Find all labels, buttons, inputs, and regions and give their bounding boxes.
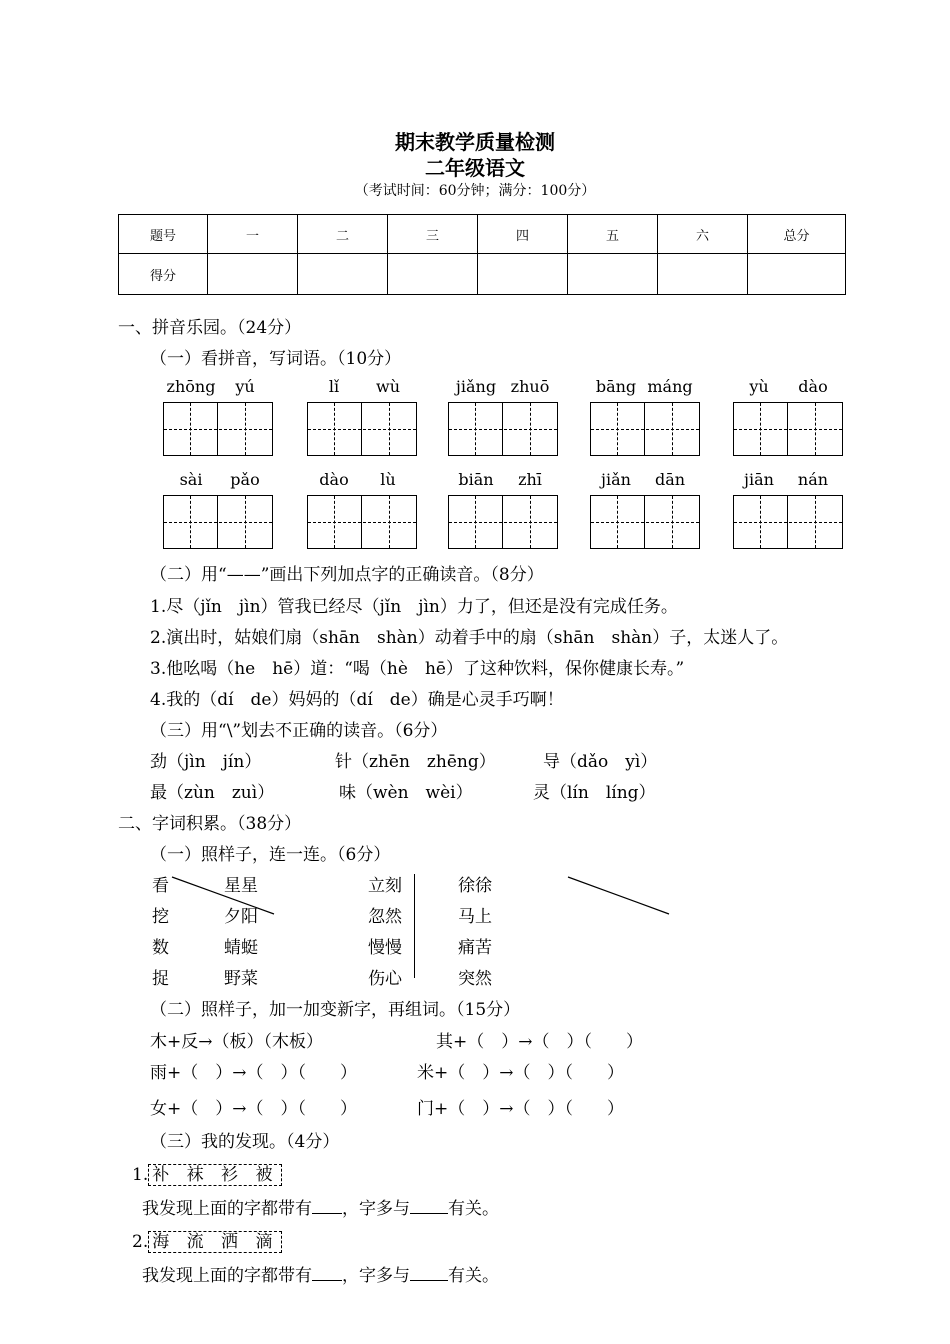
part3-heading: （三）用“\”划去不正确的读音。（6分） xyxy=(150,721,448,741)
discovery-sentence-1 xyxy=(142,1194,499,1219)
pinyin-label: lǐ xyxy=(328,377,340,396)
answer-blank[interactable] xyxy=(410,1280,448,1281)
match-word[interactable]: 突然 xyxy=(458,969,492,989)
sentence-part: ，字多与 xyxy=(342,1266,410,1286)
exam-title: 期末教学质量检测 xyxy=(395,130,555,154)
match-word[interactable]: 忽然 xyxy=(368,907,402,927)
pinyin-label: máng xyxy=(647,377,693,396)
discovery-item-1 xyxy=(132,1160,282,1185)
pronunciation-item: 针（zhēn zhēng） xyxy=(335,752,496,772)
question-line: 3.他吆喝（he hē）道：“喝（hè hē）了这种饮料，保你健康长寿。” xyxy=(150,659,685,679)
pronunciation-item: 最（zùn zuì） xyxy=(150,783,275,803)
part1-heading: （一）看拼音，写词语。（10分） xyxy=(150,349,402,369)
score-header-cell: 三 xyxy=(388,215,478,254)
match-word[interactable]: 夕阳 xyxy=(224,907,258,927)
pinyin-label: sài xyxy=(179,470,203,489)
pinyin-label: nán xyxy=(797,470,829,489)
pinyin-label: lù xyxy=(380,470,396,489)
score-header-cell: 一 xyxy=(208,215,298,254)
match-word[interactable]: 徐徐 xyxy=(458,876,492,896)
score-header-cell: 题号 xyxy=(119,215,208,254)
pinyin-label: jiān xyxy=(744,470,774,489)
score-header-cell: 总分 xyxy=(748,215,846,254)
pinyin-label: yù xyxy=(749,377,769,396)
section2-heading: 二、字词积累。（38分） xyxy=(118,814,302,834)
pinyin-label: bāng xyxy=(595,377,637,396)
char-group-box: 补 袜 衫 被 xyxy=(148,1164,282,1186)
match-word[interactable]: 蜻蜓 xyxy=(224,938,258,958)
pinyin-label: dān xyxy=(654,470,686,489)
discovery-item-2 xyxy=(132,1227,282,1252)
score-header-cell: 四 xyxy=(478,215,568,254)
pinyin-label: dào xyxy=(319,470,349,489)
sentence-part: 有关。 xyxy=(448,1266,499,1286)
pronunciation-item: 劲（jìn jín） xyxy=(150,752,262,772)
section1-heading: 一、拼音乐园。（24分） xyxy=(118,318,302,338)
fill-line[interactable]: 其+（ ）→（ ）（ ） xyxy=(436,1032,643,1052)
part2-heading: （二）用“——”画出下列加点字的正确读音。（8分） xyxy=(150,565,544,585)
part3-heading: （三）我的发现。（4分） xyxy=(150,1132,340,1152)
pinyin-label: jiǎng xyxy=(455,377,497,396)
answer-blank[interactable] xyxy=(312,1213,342,1214)
item-number: 2. xyxy=(132,1232,149,1252)
pronunciation-item: 导（dǎo yì） xyxy=(543,752,658,772)
question-line: 2.演出时，姑娘们扇（shān shàn）动着手中的扇（shān shàn）子，太迷人了。 xyxy=(150,628,789,648)
example-line: 木+反→（板）（木板） xyxy=(150,1032,323,1052)
match-word[interactable]: 野菜 xyxy=(224,969,258,989)
answer-blank[interactable] xyxy=(312,1280,342,1281)
sentence-part: 我发现上面的字都带有 xyxy=(142,1199,312,1219)
fill-line[interactable]: 雨+（ ）→（ ）（ ） xyxy=(150,1063,357,1083)
pinyin-label: jiǎn xyxy=(601,470,631,489)
fill-line[interactable]: 门+（ ）→（ ）（ ） xyxy=(417,1099,624,1119)
pinyin-label: zhōng xyxy=(166,377,216,396)
match-word[interactable]: 立刻 xyxy=(368,876,402,896)
question-line: 4.我的（dí de）妈妈的（dí de）确是心灵手巧啊！ xyxy=(150,690,564,710)
part1-heading: （一）照样子，连一连。（6分） xyxy=(150,845,391,865)
pinyin-label: zhuō xyxy=(510,377,550,396)
score-header-cell: 五 xyxy=(568,215,658,254)
pinyin-label: yú xyxy=(235,377,255,396)
pinyin-label: dào xyxy=(798,377,828,396)
pronunciation-item: 灵（lín líng） xyxy=(533,783,656,803)
match-word[interactable]: 捉 xyxy=(152,969,169,989)
fill-line[interactable]: 女+（ ）→（ ）（ ） xyxy=(150,1099,357,1119)
match-word[interactable]: 看 xyxy=(152,876,169,896)
match-word[interactable]: 痛苦 xyxy=(458,938,492,958)
pinyin-label: pǎo xyxy=(230,470,260,489)
sentence-part: 有关。 xyxy=(448,1199,499,1219)
match-word[interactable]: 马上 xyxy=(458,907,492,927)
pinyin-label: biān xyxy=(458,470,494,489)
exam-subtitle: 二年级语文 xyxy=(425,156,525,180)
answer-blank[interactable] xyxy=(410,1213,448,1214)
match-word[interactable]: 数 xyxy=(152,938,169,958)
match-word[interactable]: 星星 xyxy=(224,876,258,896)
part2-heading: （二）照样子，加一加变新字，再组词。（15分） xyxy=(150,1000,521,1020)
fill-line[interactable]: 米+（ ）→（ ）（ ） xyxy=(417,1063,624,1083)
score-header-cell: 二 xyxy=(298,215,388,254)
match-word[interactable]: 伤心 xyxy=(368,969,402,989)
item-number: 1. xyxy=(132,1165,149,1185)
char-group-box: 海 流 洒 滴 xyxy=(148,1231,282,1253)
sentence-part: ，字多与 xyxy=(342,1199,410,1219)
discovery-sentence-2 xyxy=(142,1261,499,1286)
question-line: 1.尽（jǐn jìn）管我已经尽（jǐn jìn）力了，但还是没有完成任务。 xyxy=(150,597,678,617)
pinyin-label: wù xyxy=(376,377,400,396)
match-word[interactable]: 慢慢 xyxy=(368,938,402,958)
sentence-part: 我发现上面的字都带有 xyxy=(142,1266,312,1286)
pinyin-label: zhī xyxy=(518,470,542,489)
score-header-cell: 六 xyxy=(658,215,748,254)
match-word[interactable]: 挖 xyxy=(152,907,169,927)
exam-note: （考试时间：60分钟；满分：100分） xyxy=(354,183,596,199)
pronunciation-item: 味（wèn wèi） xyxy=(339,783,473,803)
score-row-label: 得分 xyxy=(119,254,208,295)
